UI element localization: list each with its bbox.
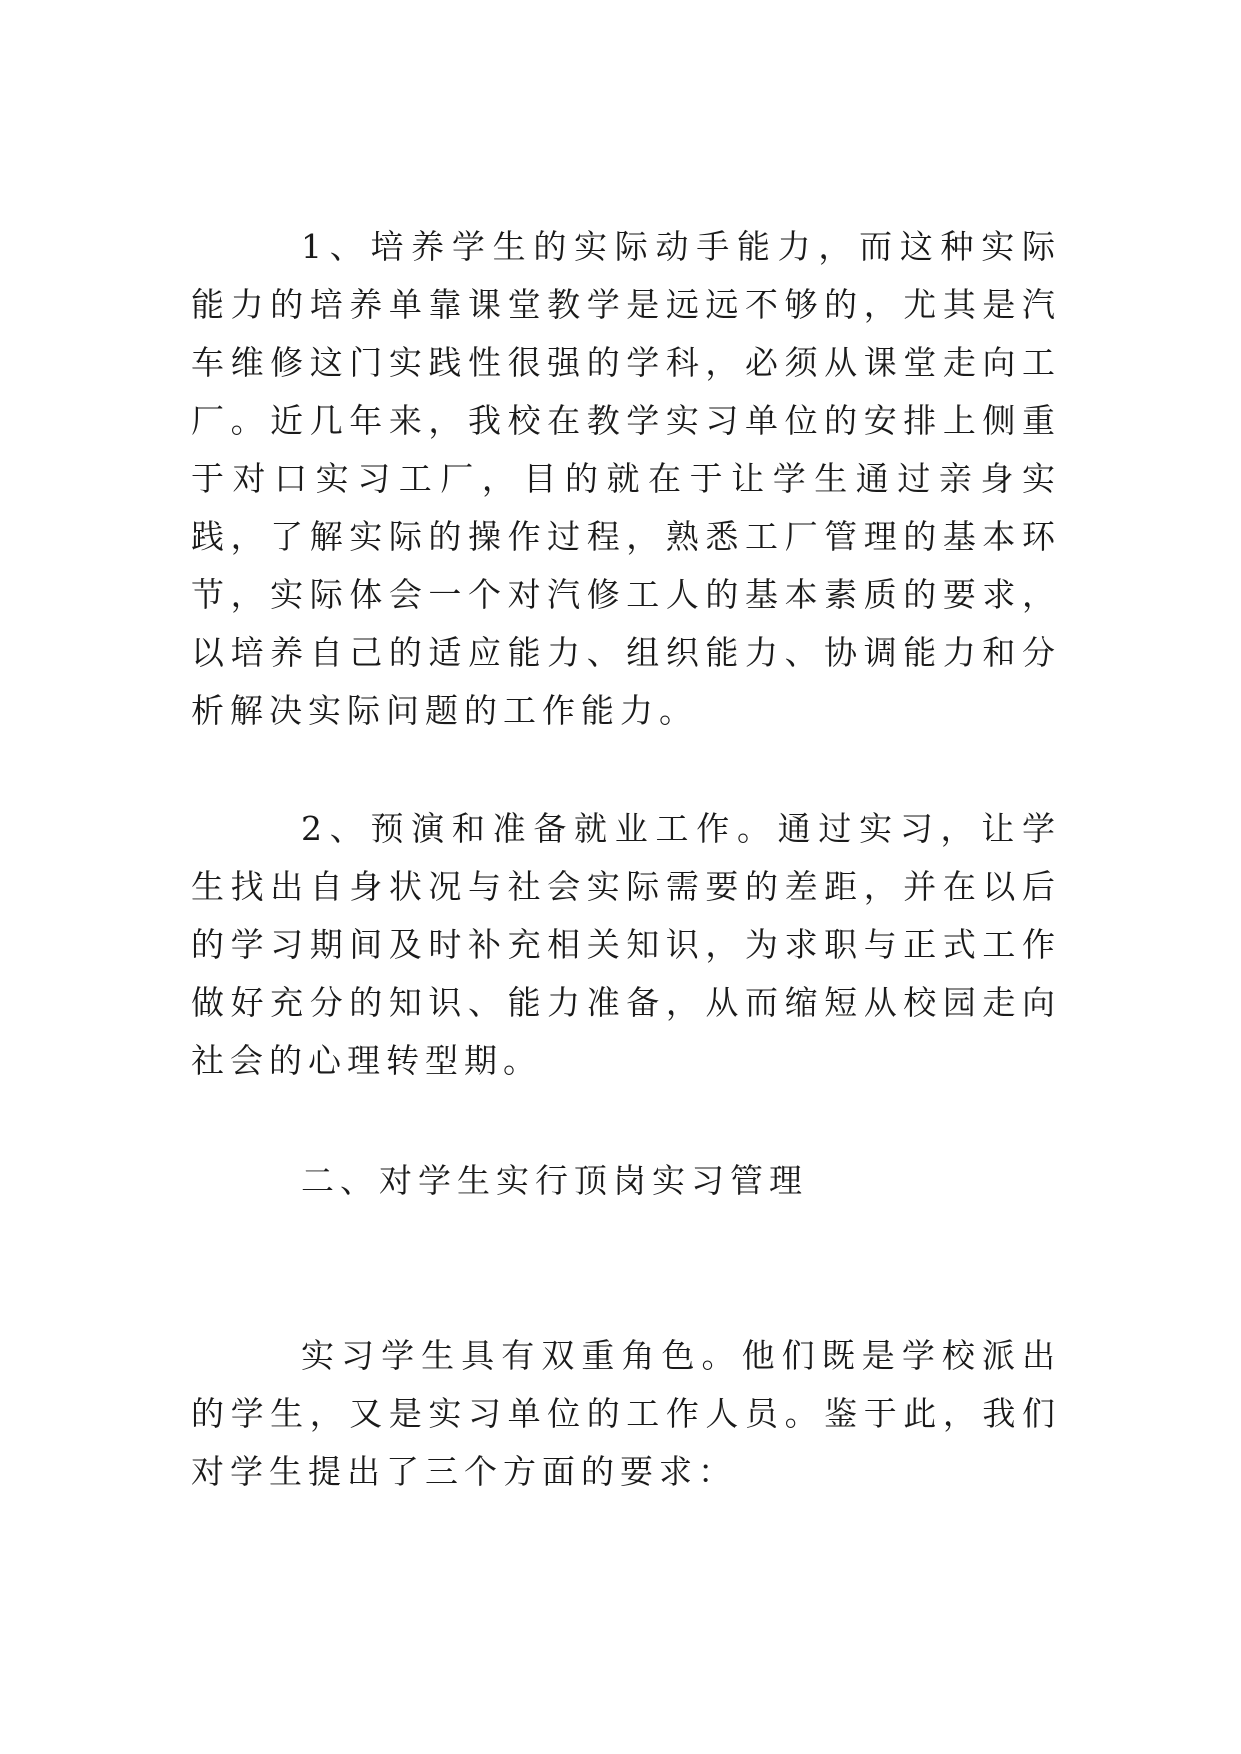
section-heading-internship-management: 二、对学生实行顶岗实习管理 — [301, 1161, 808, 1200]
paragraph-practical-ability: 1、培养学生的实际动手能力，而这种实际能力的培养单靠课堂教学是远远不够的，尤其是汽车维修这门实践性很强的学科，必须从课堂走向工厂。近几年来，我校在教学实习单位的安排上侧重于对口实习工厂，目的就在于让学生通过亲身实践，了解实际的操作过程，熟悉工厂管理的基本环节，实际体会一个对汽修工人的基本素质的要求，以培养自己的适应能力、组织能力、协调能力和分析解决实际问题的工作能力。 — [191, 227, 1061, 730]
paragraph-employment-preparation: 2、预演和准备就业工作。通过实习，让学生找出自身状况与社会实际需要的差距，并在以后的学习期间及时补充相关知识，为求职与正式工作做好充分的知识、能力准备，从而缩短从校园走向社会的心理转型期。 — [191, 809, 1061, 1080]
paragraph-dual-role: 实习学生具有双重角色。他们既是学校派出的学生，又是实习单位的工作人员。鉴于此，我们对学生提出了三个方面的要求： — [191, 1336, 1061, 1491]
